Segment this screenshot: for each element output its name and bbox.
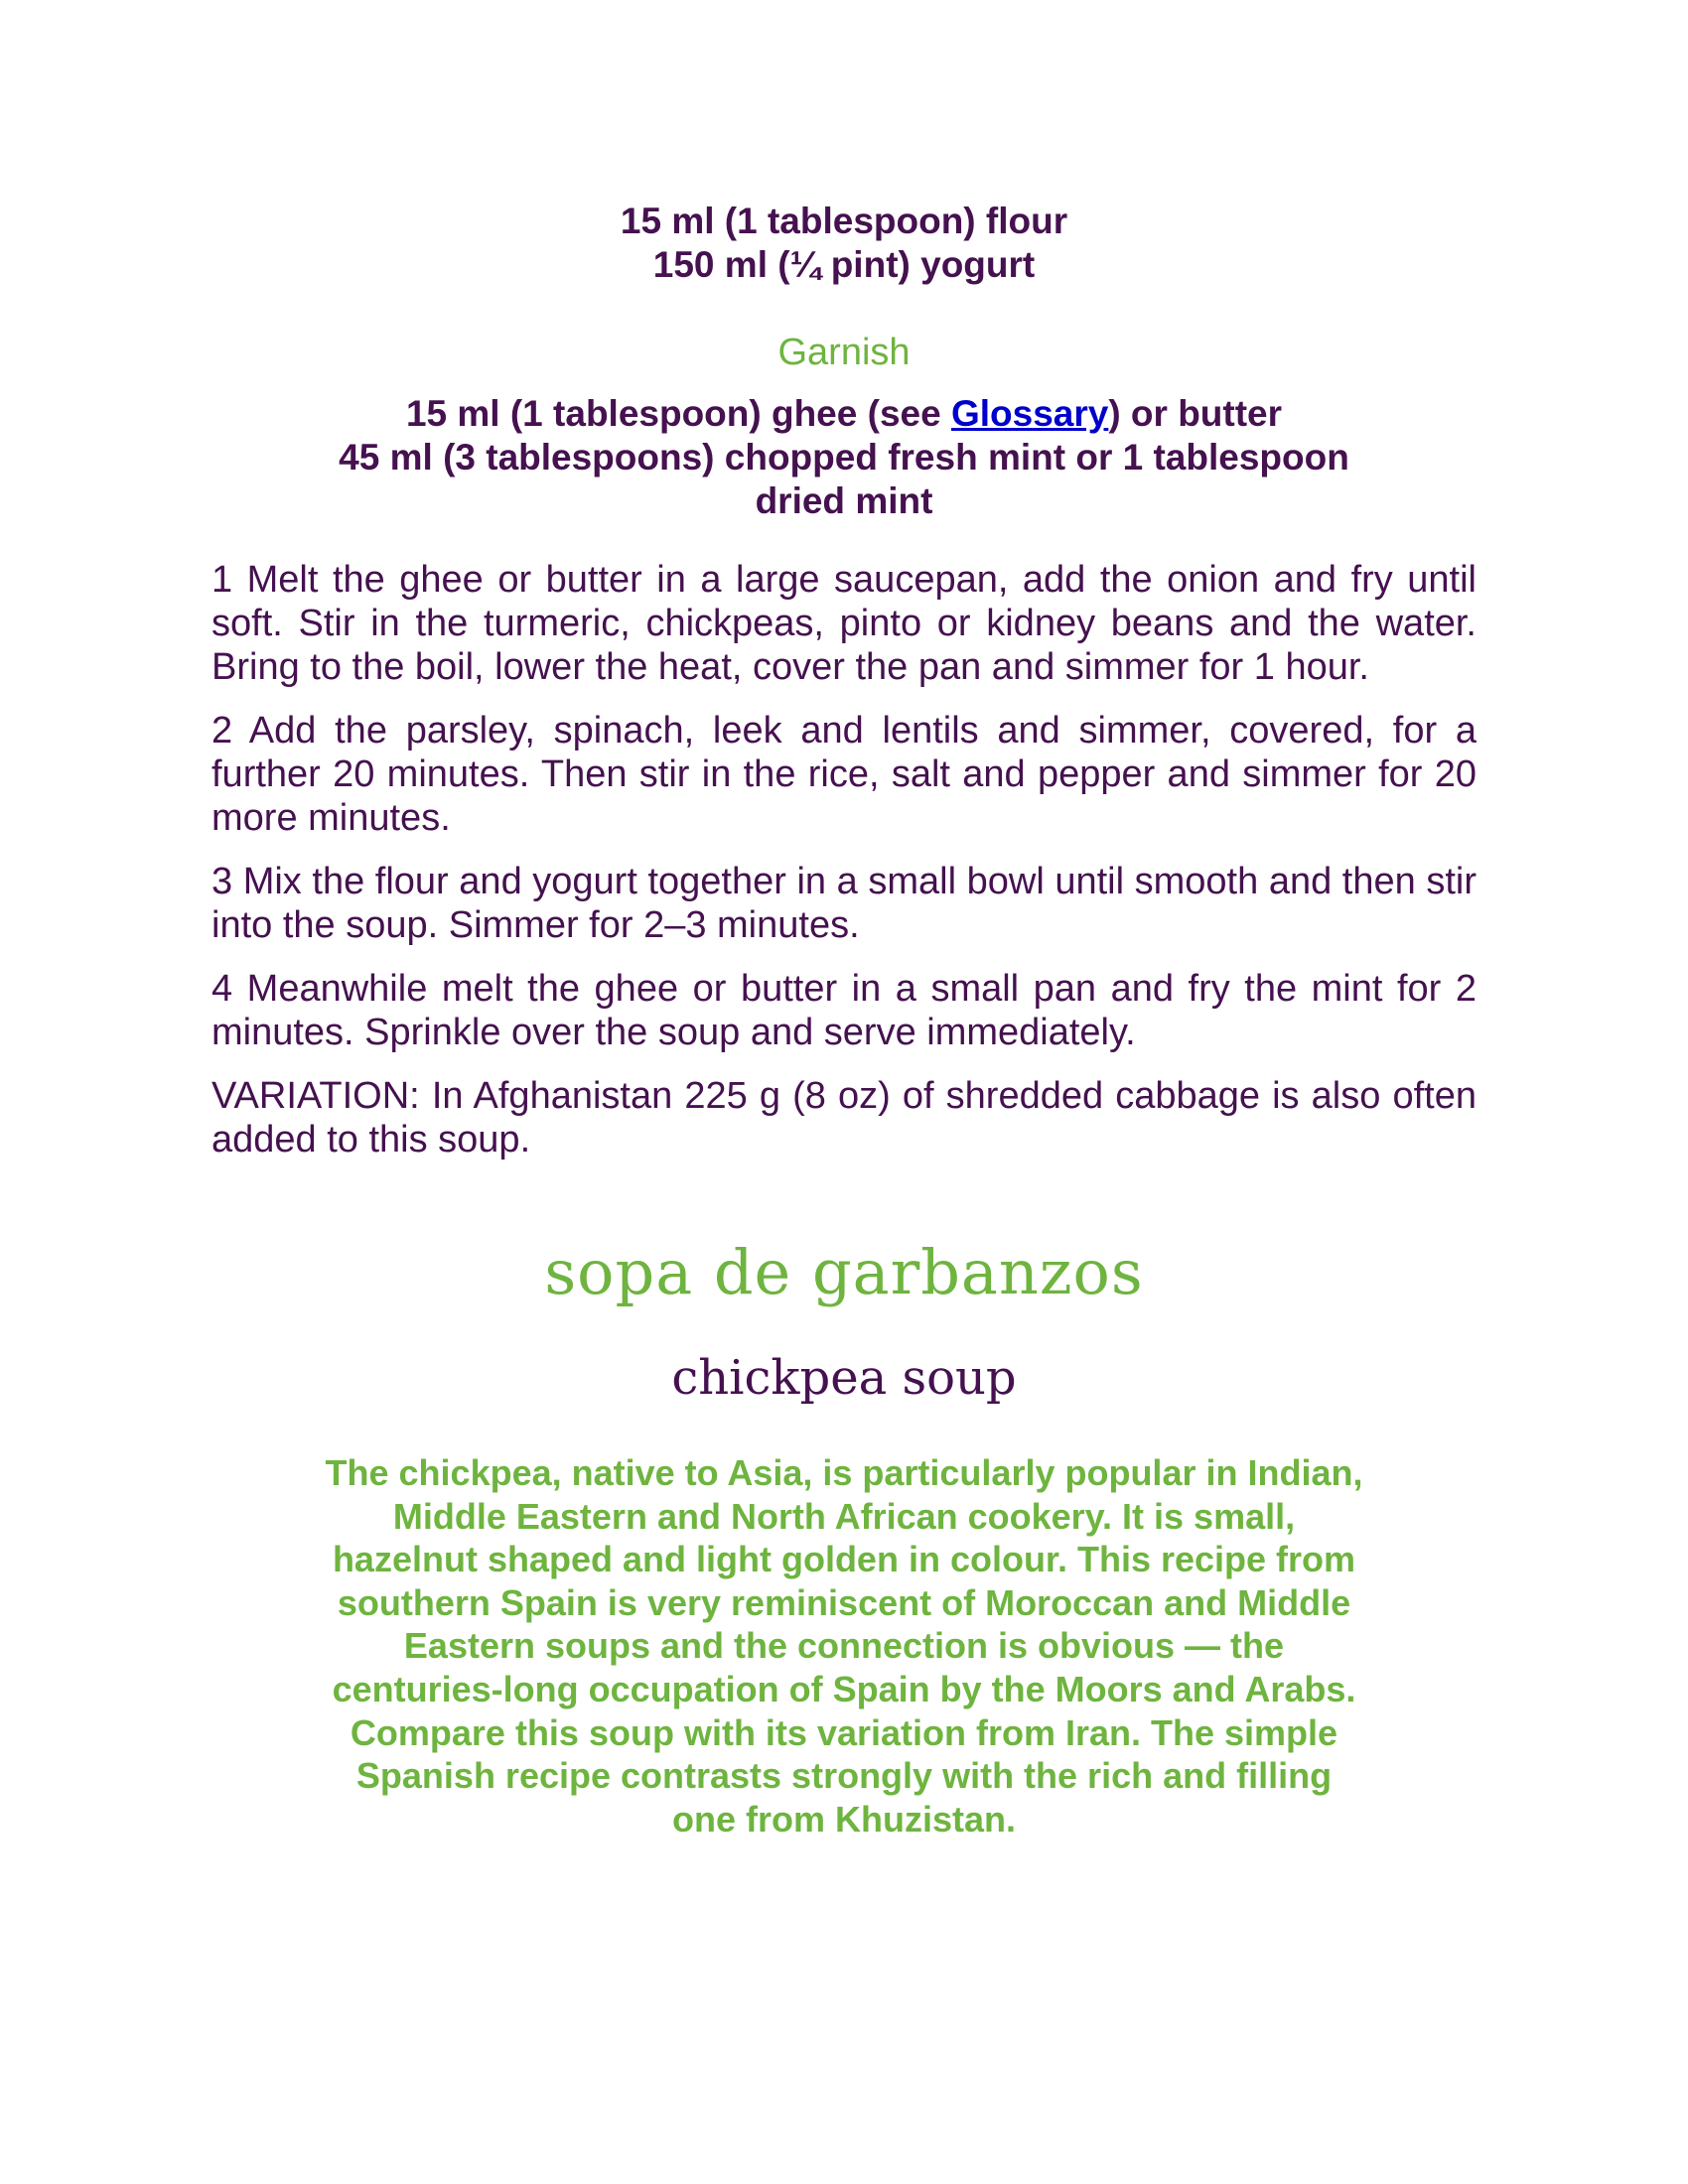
recipe-subtitle: chickpea soup xyxy=(671,1350,1017,1406)
intro-line: southern Spain is very reminiscent of Moroccan and Middle xyxy=(337,1581,1351,1623)
variation-note xyxy=(211,1074,1477,1161)
garnish-ingredient-mint-cont: dried mint xyxy=(755,480,933,521)
garnish-ingredient-ghee xyxy=(211,392,1477,436)
method-step-1: 1 Melt the ghee or butter in a large saucepan, add the onion and fry until soft. Stir in the turmeric, chickpeas, pinto or kidney beans and the water. Bring to the boil, lower the heat, cover the pan and simmer for 1 hour. xyxy=(211,559,1477,688)
variation-text: In Afghanistan 225 g (8 oz) of shredded cabbage is also often added to this soup. xyxy=(211,1075,1477,1160)
garnish-heading: Garnish xyxy=(777,332,911,373)
garnish-ingredient-mint: 45 ml (3 tablespoons) chopped fresh mint or 1 tablespoon xyxy=(339,437,1349,478)
recipe-title: sopa de garbanzos xyxy=(544,1236,1144,1308)
method-step-4: 4 Meanwhile melt the ghee or butter in a small pan and fry the mint for 2 minutes. Sprinkle over the soup and serve immediately. xyxy=(211,968,1477,1053)
garnish-ghee-text-before: 15 ml (1 tablespoon) ghee (see xyxy=(405,393,951,434)
intro-line: Middle Eastern and North African cookery. It is small, xyxy=(392,1495,1296,1537)
glossary-link[interactable]: Glossary xyxy=(950,393,1109,434)
garnish-ingredient-list xyxy=(211,392,1477,523)
intro-line: one from Khuzistan. xyxy=(671,1798,1016,1840)
variation-label: VARIATION: xyxy=(211,1075,420,1117)
method-step-3: 3 Mix the flour and yogurt together in a small bowl until smooth and then stir into the soup. Simmer for 2–3 minutes. xyxy=(211,861,1477,946)
method-step-2: 2 Add the parsley, spinach, leek and lentils and simmer, covered, for a further 20 minutes. Then stir in the rice, salt and pepper and simmer for 20 more minutes. xyxy=(211,710,1477,839)
recipe-page xyxy=(211,0,1477,1841)
ingredient-yogurt: 150 ml (¼ pint) yogurt xyxy=(652,244,1036,285)
garnish-ghee-text-after: ) or butter xyxy=(1108,393,1283,434)
recipe-intro xyxy=(211,1451,1477,1841)
ingredient-list xyxy=(211,200,1477,287)
intro-line: Eastern soups and the connection is obvious — the xyxy=(403,1625,1285,1667)
intro-line: centuries-long occupation of Spain by the Moors and Arabs. xyxy=(332,1668,1356,1709)
intro-line: hazelnut shaped and light golden in colour. This recipe from xyxy=(332,1539,1356,1580)
intro-line: The chickpea, native to Asia, is particularly popular in Indian, xyxy=(325,1452,1363,1493)
intro-line: Spanish recipe contrasts strongly with the rich and filling xyxy=(355,1755,1333,1797)
ingredient-flour: 15 ml (1 tablespoon) flour xyxy=(620,201,1068,241)
intro-line: Compare this soup with its variation from Iran. The simple xyxy=(350,1711,1338,1753)
